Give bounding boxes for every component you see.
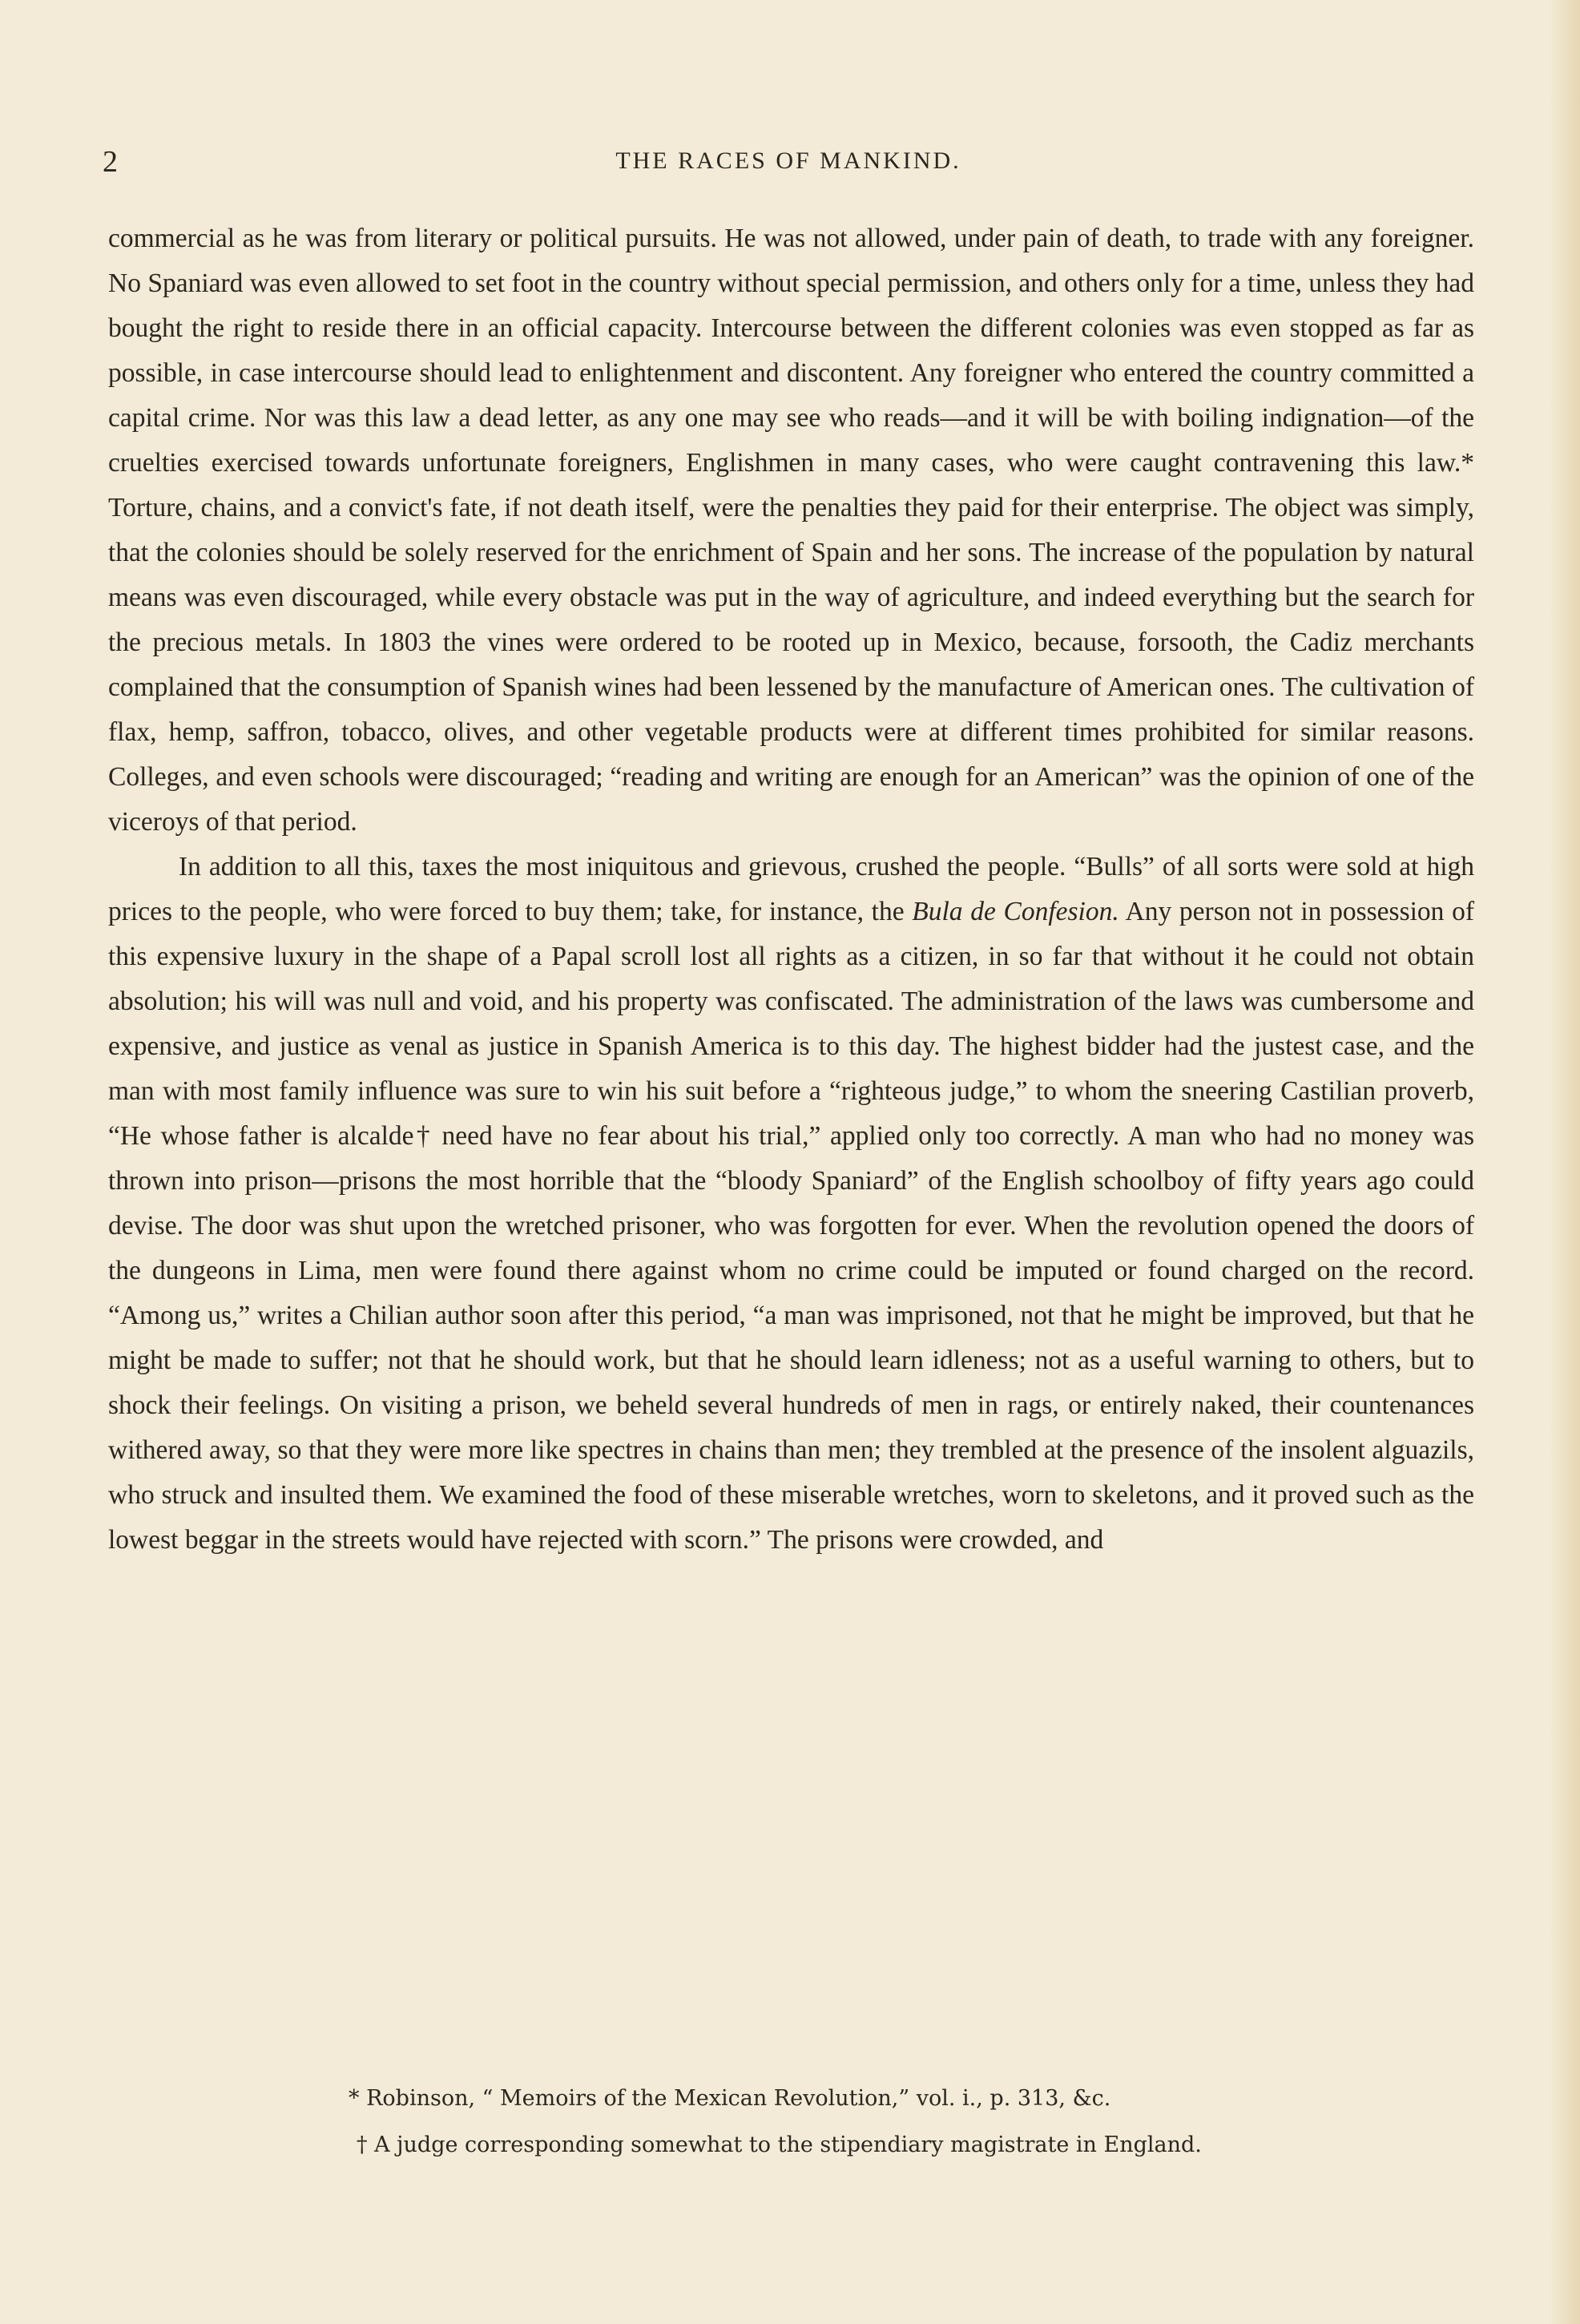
paragraph: commercial as he was from literary or political pursuits. He was not allowed, under pain of death, to trade with any foreigner. No Spaniard was even allowed to set foot in the country without special permission, and others only for a time, unless they had bought the right to reside there in an official capacity. Intercourse between the different colonies was even stopped as far as possible, in case intercourse should lead to enlightenment and discontent. Any foreigner who entered the country committed a capital crime. Nor was this law a dead letter, as any one may see who reads—and it will be with boiling indignation—of the cruelties exercised towards unfortunate foreigners, Englishmen in many cases, who were caught contravening this law.* Torture, chains, and a convict's fate, if not death itself, were the penalties they paid for their enterprise. The object was simply, that the colonies should be solely reserved for the enrichment of Spain and her sons. The increase of the population by natural means was even discouraged, while every obstacle was put in the way of agriculture, and indeed everything but the search for the precious metals. In 1803 the vines were ordered to be rooted up in Mexico, because, forsooth, the Cadiz merchants complained that the consumption of Spanish wines had been lessened by the manufacture of American ones. The cultivation of flax, hemp, saffron, tobacco, olives, and other vegetable products were at different times prohibited for similar reasons. Colleges, and even schools were discouraged; “reading and writing are enough for an American” was the opinion of one of the viceroys of that period.	[108, 224, 1474, 837]
paragraph-text: Any person not in possession of this expensive luxury in the shape of a Papal scroll lost all rights as a citizen, in so far that without it he could not obtain absolution; his will was null and void, and his property was confiscated. The administration of the laws was cumbersome and expensive, and justice as venal as justice in Spanish America is to this day. The highest bidder had the justest case, and the man with most family influence was sure to win his suit before a “righteous judge,” to whom the sneering Castilian proverb, “He whose father is alcalde† need have no fear about his trial,” applied only too correctly. A man who had no money was thrown into prison—prisons the most horrible that the “bloody Spaniard” of the English schoolboy of fifty years ago could devise. The door was shut upon the wretched prisoner, who was forgotten for ever. When the revolution opened the doors of the dungeons in Lima, men were found there against whom no crime could be imputed or found charged on the record. “Among us,” writes a Chilian author soon after this period, “a man was imprisoned, not that he might be improved, but that he might be made to suffer; not that he should work, but that he should learn idleness; not as a useful warning to others, but to shock their feelings. On visiting a prison, we beheld several hundreds of men in rags, or entirely naked, their countenances withered away, so that they were more like spectres in chains than men; they trembled at the presence of the insolent alguazils, who struck and insulted them. We examined the food of these miserable wretches, worn to skeletons, and it proved such as the lowest beggar in the streets would have rejected with scorn.” The prisons were crowded, and	[108, 897, 1475, 1555]
running-title: THE RACES OF MANKIND.	[615, 147, 961, 174]
page-edge-shadow	[1548, 0, 1580, 2324]
footnote: † A judge corresponding somewhat to the stipendiary magistrate in England.	[357, 2132, 1202, 2157]
paragraph	[108, 845, 1474, 1563]
footnote: * Robinson, “ Memoirs of the Mexican Revolution,” vol. i., p. 313, &c.	[349, 2086, 1111, 2111]
italic-title: Bula de Confesion.	[912, 897, 1119, 926]
page-header	[103, 144, 1474, 192]
body-text	[108, 216, 1474, 1563]
page-number: 2	[103, 145, 118, 179]
footnotes	[108, 2076, 1474, 2169]
paragraph-text: In addition to all this, taxes the most iniquitous and grievous, crushed the people. “Bulls” of all sorts were sold at high prices to the people, who were forced to buy them; take, for instance, the	[108, 852, 1474, 926]
